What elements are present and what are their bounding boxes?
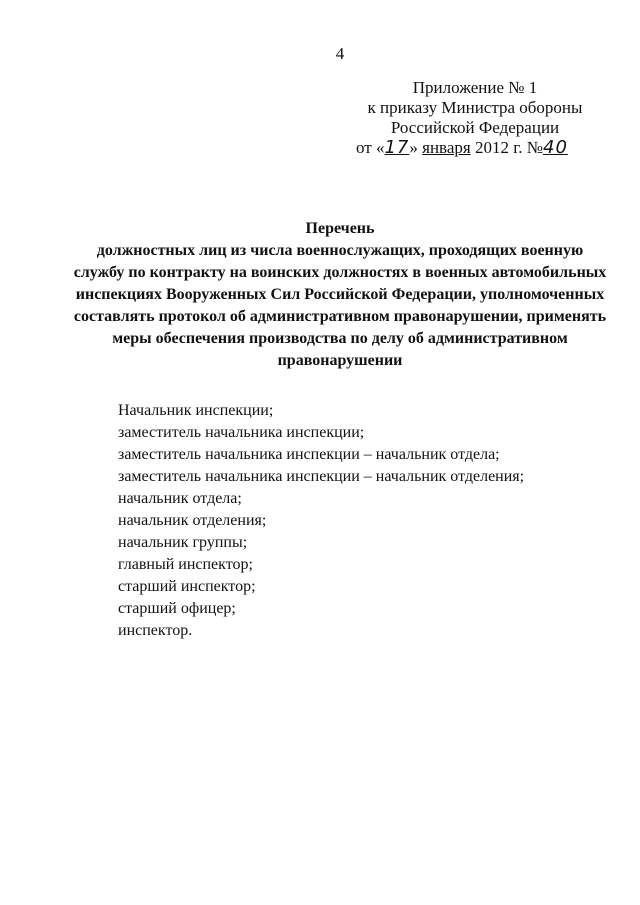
date-prefix: от « [356,138,385,157]
order-number-handwritten: 40 [543,137,568,158]
list-item: заместитель начальника инспекции; [118,424,365,441]
date-month: января [422,138,471,157]
list-item: начальник отделения; [118,512,267,529]
list-item: старший инспектор; [118,578,256,595]
list-item: заместитель начальника инспекции – начальник отдела; [118,446,500,463]
list-item: начальник отдела; [118,490,242,507]
page-number: 4 [335,44,345,63]
appendix-header [330,78,620,158]
date-suffix: 2012 г. № [470,138,543,157]
appendix-country-line: Российской Федерации [390,118,560,137]
date-day-handwritten: 17 [384,137,410,158]
date-mid: » [409,138,423,157]
appendix-date-line [330,138,620,158]
list-item: заместитель начальника инспекции – начальник отделения; [118,468,525,485]
list-item: главный инспектор; [118,556,253,573]
list-item: начальник группы; [118,534,248,551]
document-title [70,218,610,372]
appendix-title: Приложение № 1 [412,78,538,97]
appendix-order-line: к приказу Министра обороны [367,98,583,117]
positions-list [118,400,618,642]
list-item: инспектор. [118,622,193,639]
title-heading: Перечень [305,220,375,237]
title-body: должностных лиц из числа военнослужащих, проходящих военную службу по контракту на воинских должностях в военных автомобильных инспекциях Вооруженных Сил Российской Федерации, уполномоченных составлять протокол об административном правонарушении, применять меры обеспечения производства по делу об административном правонарушении [73,242,607,369]
list-item: старший офицер; [118,600,236,617]
list-item: Начальник инспекции; [118,402,274,419]
